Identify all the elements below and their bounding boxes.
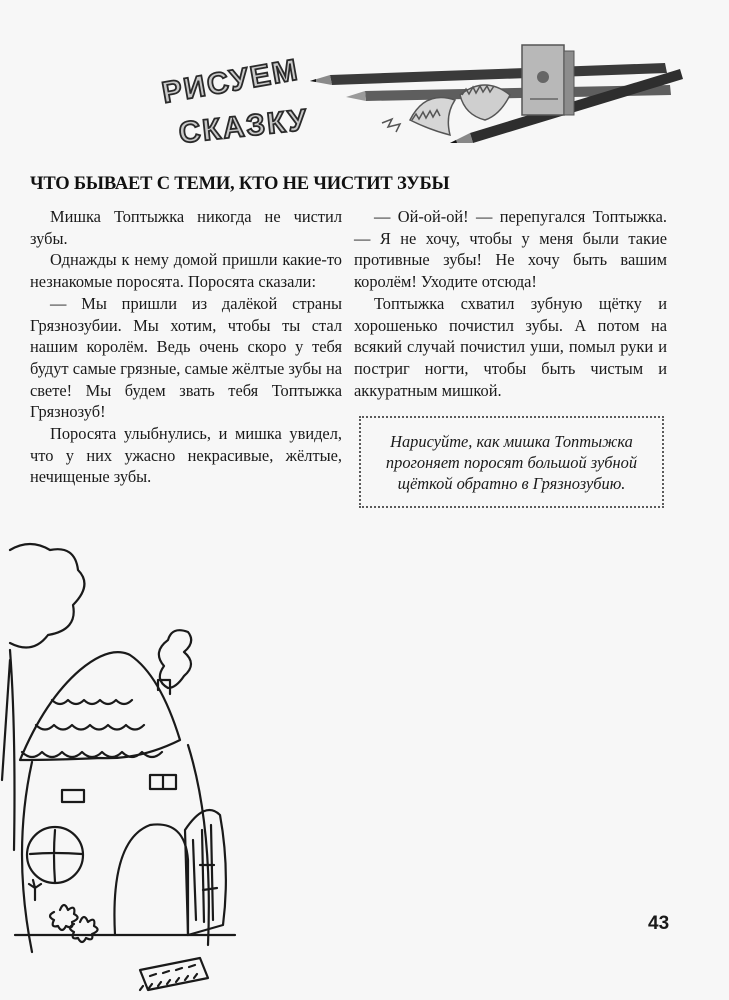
svg-text:СКАЗКУ: СКАЗКУ <box>177 103 311 150</box>
risuem-skazku-logo <box>159 53 310 150</box>
story-paragraph: Топтыжка схватил зубную щётку и хорошенько почистил зубы. А потом на всякий случай почистил уши, помыл руки и постриг ногти, чтобы быть чистым и аккуратным мишкой. <box>354 293 667 400</box>
story-paragraph: Поросята улыбнулись, и мишка увидел, что у них ужасно некрасивые, жёлтые, нечищеные зубы. <box>30 424 342 487</box>
svg-text:РИСУЕМ: РИСУЕМ <box>159 53 302 110</box>
door-arch-illustration <box>114 824 188 935</box>
story-paragraph: — Мы пришли из далёкой страны Грязнозубии. Мы хотим, чтобы ты стал нашим королём. Ведь очень скоро у тебя будут самые грязные, самые жёлтые зубы на свете! Мы будем звать тебя Топтыжка Грязнозуб! <box>30 293 342 422</box>
drawing-task-box <box>359 416 664 508</box>
page-number: 43 <box>648 913 670 934</box>
tree-trunk-illustration <box>2 650 15 850</box>
sharpener-illustration <box>522 45 574 115</box>
roof-illustration <box>20 652 180 760</box>
story-right-column <box>354 206 667 401</box>
story-paragraph: Мишка Топтыжка никогда не чистил зубы. <box>30 207 342 248</box>
tree-crown-illustration <box>10 544 84 648</box>
story-left-column <box>30 206 342 488</box>
story-paragraph: — Ой-ой-ой! — перепугался Топтыжка. — Я не хочу, чтобы у меня были такие противные зубы! Не хочу быть вашим королём! Уходите отсюда! <box>354 207 667 292</box>
story-paragraph: Однажды к нему домой пришли какие-то незнакомые поросята. Поросята сказали: <box>30 250 342 292</box>
house-icon <box>0 540 260 1000</box>
pencils-and-sharpener-icon <box>150 25 710 165</box>
story-title: ЧТО БЫВАЕТ С ТЕМИ, КТО НЕ ЧИСТИТ ЗУБЫ <box>30 174 450 194</box>
flower-illustration <box>29 880 78 930</box>
drawing-task-text: Нарисуйте, как мишка Топтыжка прогоняет поросят большой зубной щёткой обратно в Грязнозубию. <box>385 431 638 493</box>
